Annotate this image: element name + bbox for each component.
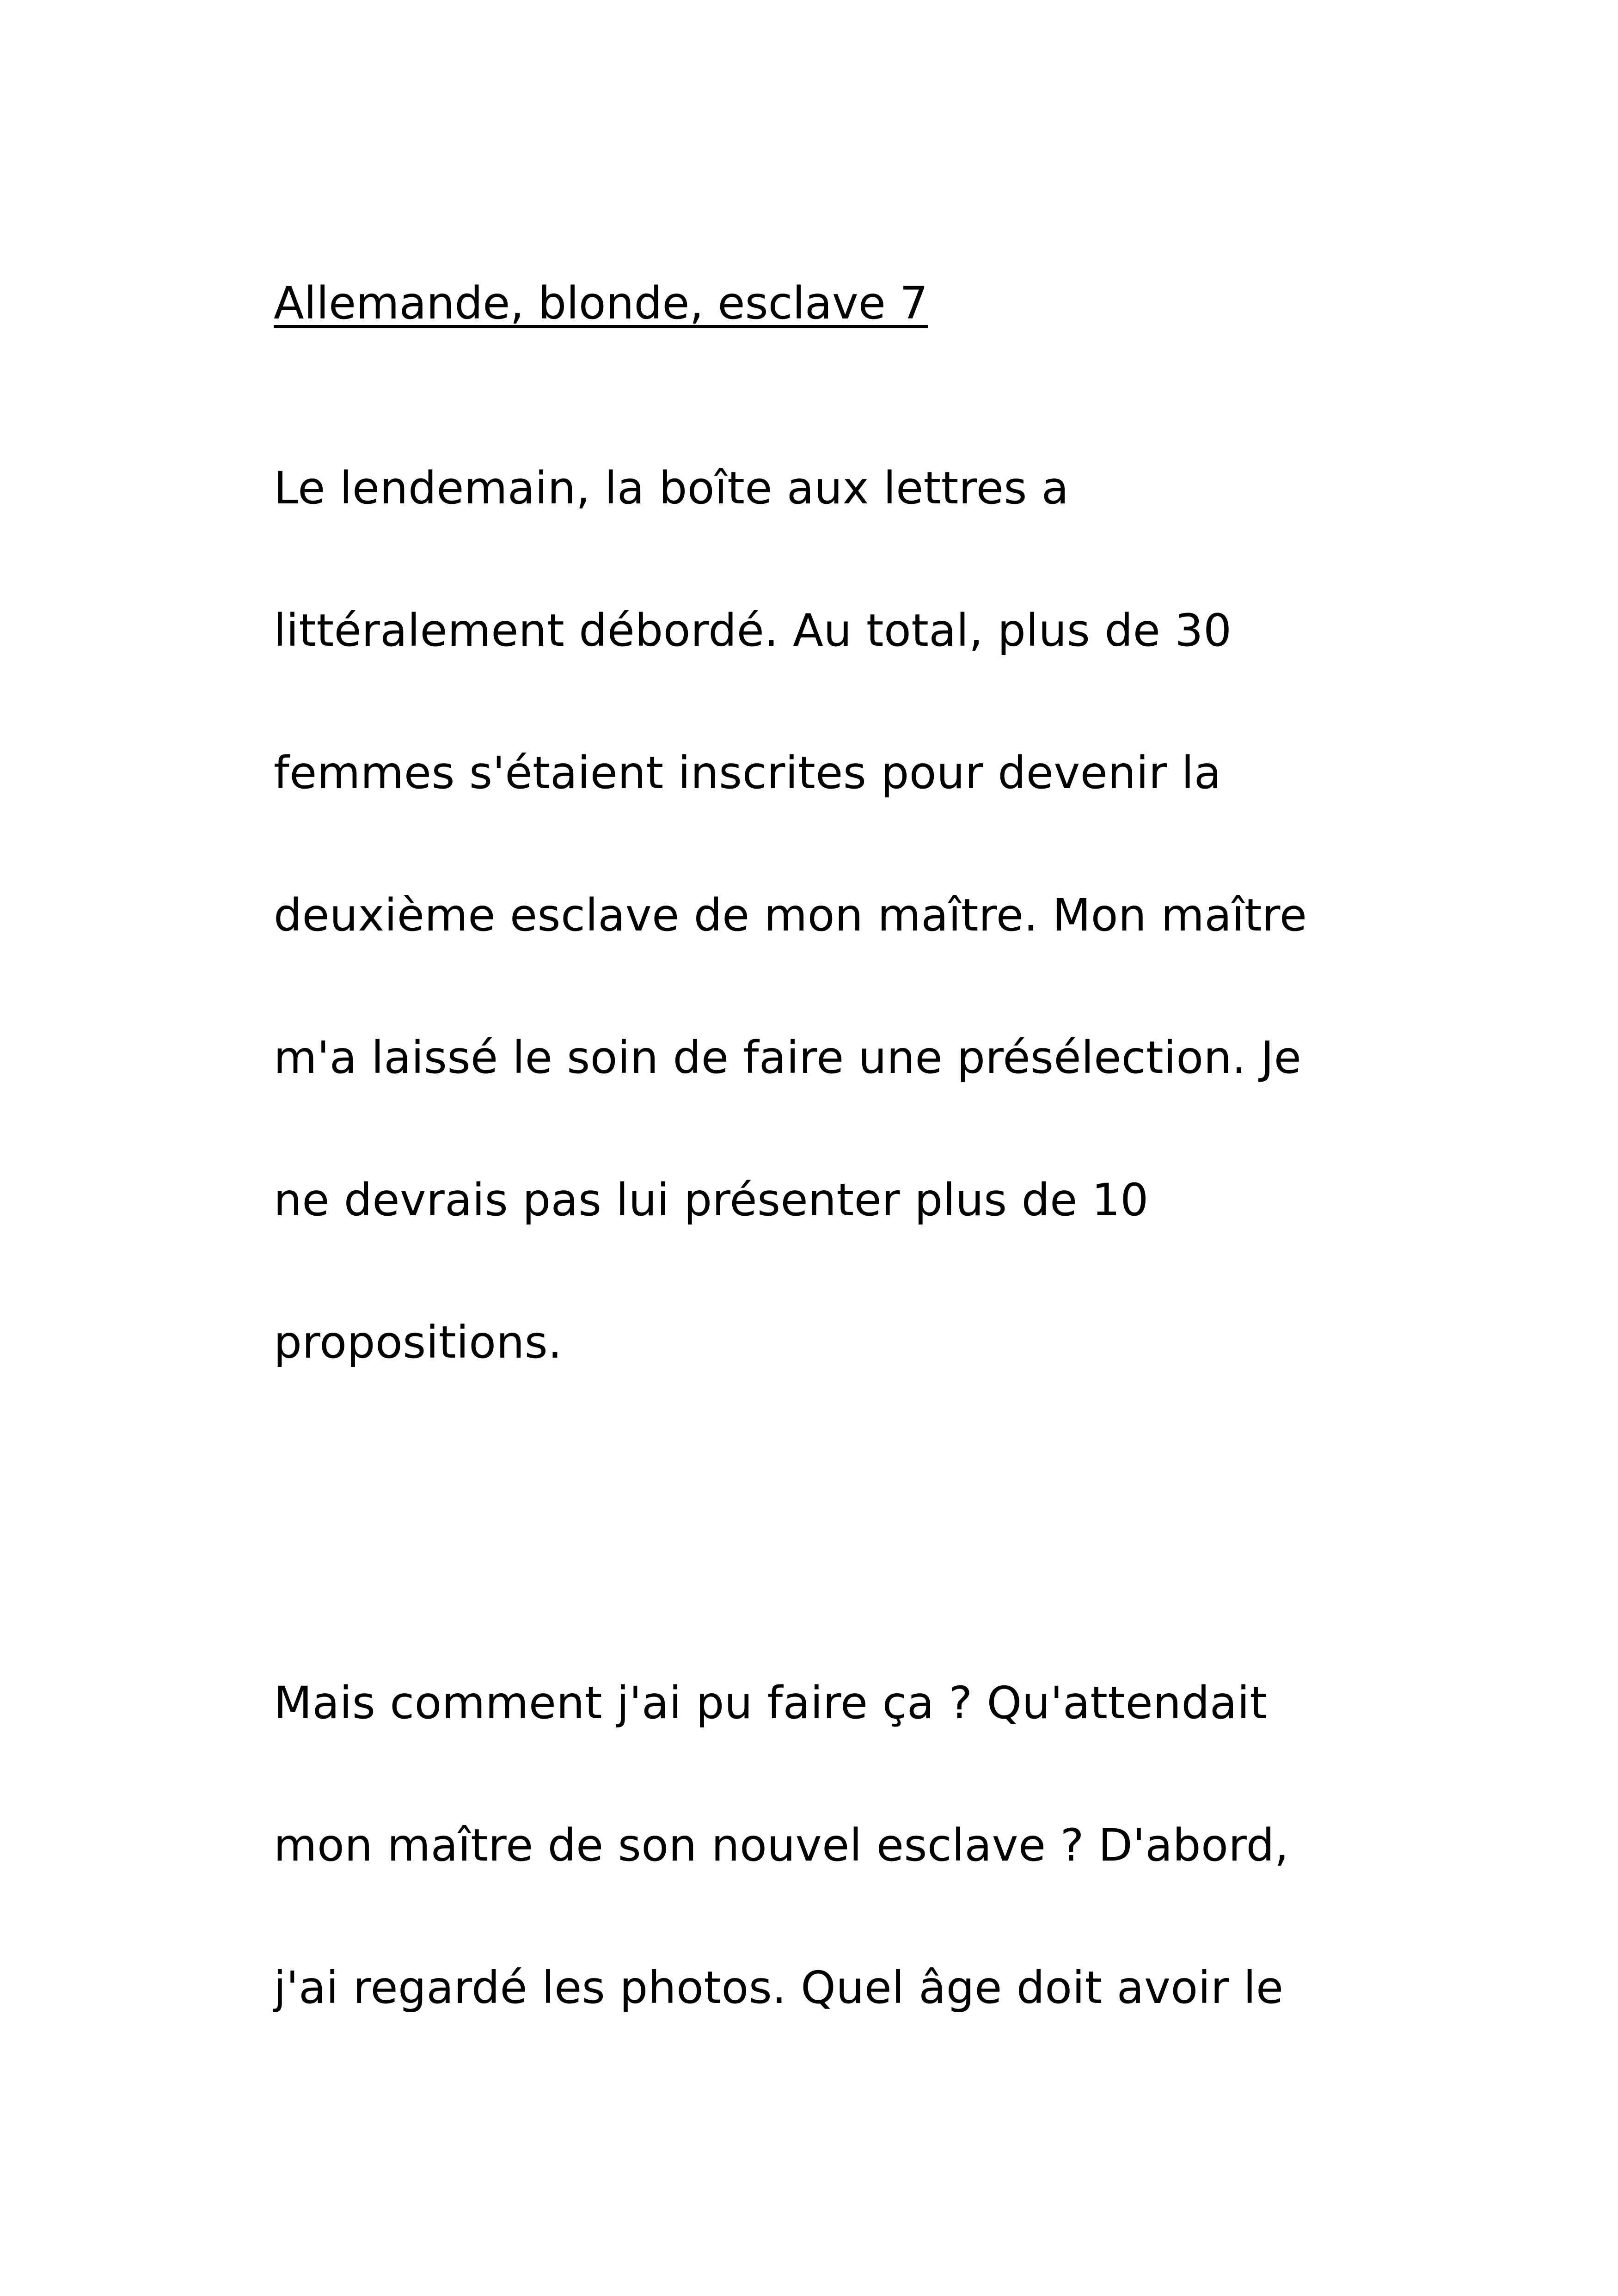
paragraph-2-line-3: j'ai regardé les photos. Quel âge doit avoir le xyxy=(274,1962,1284,2014)
paragraph-1-line-5: m'a laissé le soin de faire une présélection. Je xyxy=(274,1032,1302,1084)
paragraph-2-line-1: Mais comment j'ai pu faire ça ? Qu'attendait xyxy=(274,1677,1268,1729)
paragraph-1-line-4: deuxième esclave de mon maître. Mon maître xyxy=(274,889,1307,941)
paragraph-1-line-1: Le lendemain, la boîte aux lettres a xyxy=(274,462,1069,514)
paragraph-1-line-7: propositions. xyxy=(274,1316,563,1368)
paragraph-1-line-2: littéralement débordé. Au total, plus de 30 xyxy=(274,605,1232,656)
document-title: Allemande, blonde, esclave 7 xyxy=(274,277,928,329)
paragraph-1-line-3: femmes s'étaient inscrites pour devenir la xyxy=(274,747,1222,799)
paragraph-2-line-2: mon maître de son nouvel esclave ? D'abord, xyxy=(274,1819,1289,1871)
paragraph-1-line-6: ne devrais pas lui présenter plus de 10 xyxy=(274,1174,1149,1226)
